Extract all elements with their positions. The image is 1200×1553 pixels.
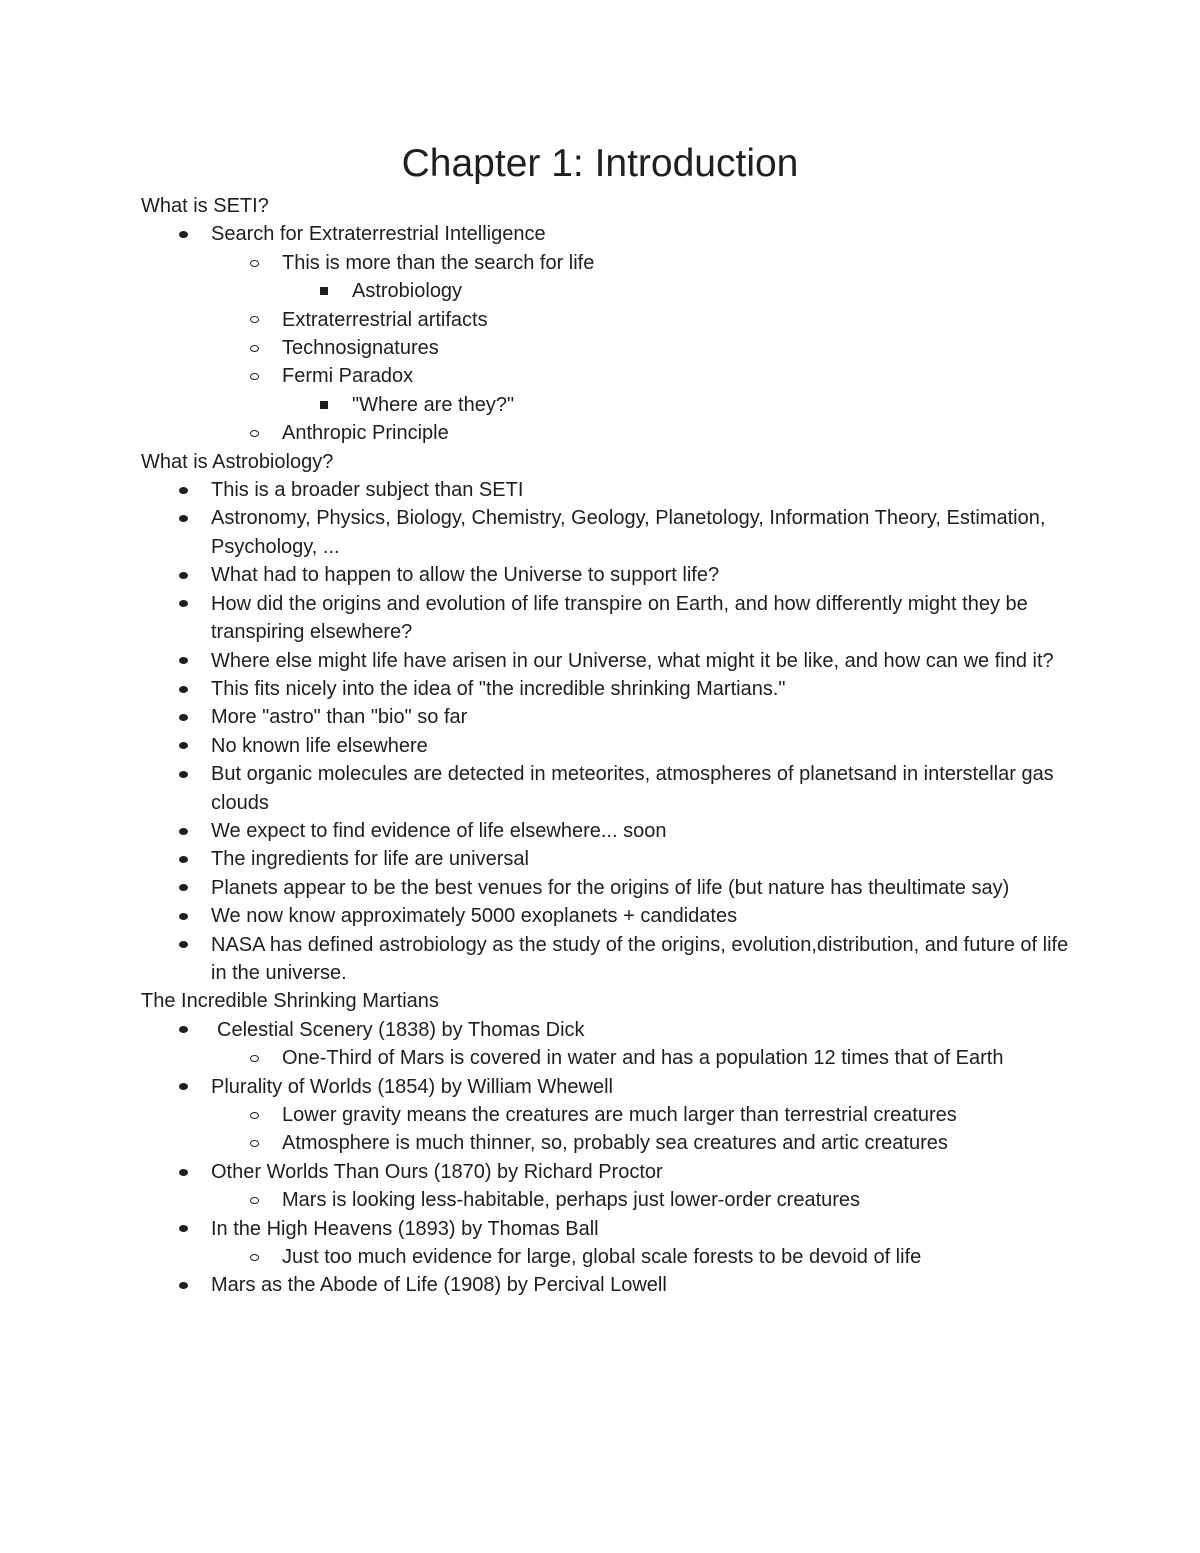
list-item	[141, 277, 1071, 305]
list-item-text: We now know approximately 5000 exoplanets + candidates	[211, 905, 738, 928]
list-item-text: This fits nicely into the idea of "the incredible shrinking Martians."	[211, 677, 786, 700]
bullet-dot-icon	[176, 703, 190, 731]
bullet-dot-icon	[176, 732, 190, 760]
bullet-ring-icon	[247, 334, 261, 362]
bullet-dot-icon	[176, 504, 190, 532]
martians-list	[141, 1271, 1071, 1299]
list-item	[141, 1186, 1071, 1214]
bullet-ring-icon	[247, 1243, 261, 1271]
bullet-dot-icon	[176, 1158, 190, 1186]
bullet-dot-icon	[176, 1215, 190, 1243]
list-item	[141, 476, 1071, 504]
list-item	[141, 647, 1071, 675]
bullet-dot-icon	[176, 220, 190, 248]
list-item	[141, 306, 1071, 334]
list-item-text: But organic molecules are detected in meteorites, atmospheres of planetsand in interstellar gas clouds	[211, 763, 1054, 814]
list-item-text: No known life elsewhere	[211, 734, 428, 757]
list-item	[141, 703, 1071, 731]
bullet-square-icon	[317, 391, 331, 419]
list-item	[141, 845, 1071, 873]
martians-list	[141, 1016, 1071, 1044]
bullet-dot-icon	[176, 476, 190, 504]
list-item	[141, 1243, 1071, 1271]
bullet-ring-icon	[247, 419, 261, 447]
list-item	[141, 249, 1071, 277]
bullet-dot-icon	[176, 647, 190, 675]
bullet-ring-icon	[247, 1129, 261, 1157]
list-item-text: Mars is looking less-habitable, perhaps just lower-order creatures	[282, 1189, 861, 1212]
martians-sublist	[141, 1243, 1071, 1271]
list-item-text: "Where are they?"	[352, 393, 515, 416]
bullet-dot-icon	[176, 675, 190, 703]
list-item-text: Astrobiology	[352, 280, 463, 303]
list-item	[141, 1044, 1071, 1072]
bullet-ring-icon	[247, 1186, 261, 1214]
bullet-ring-icon	[247, 1044, 261, 1072]
martians-sublist	[141, 1044, 1071, 1072]
list-item-text: How did the origins and evolution of life transpire on Earth, and how differently might they be transpiring elsewhere?	[211, 592, 1028, 644]
list-item-text: Search for Extraterrestrial Intelligence	[211, 223, 546, 246]
seti-subsublist	[141, 277, 1071, 305]
section-heading-martians: The Incredible Shrinking Martians	[141, 990, 439, 1013]
bullet-ring-icon	[247, 306, 261, 334]
list-item	[141, 1073, 1071, 1101]
list-item-text: We expect to find evidence of life elsewhere... soon	[211, 819, 667, 842]
list-item-text: Anthropic Principle	[282, 422, 449, 445]
list-item-text: Planets appear to be the best venues for the origins of life (but nature has theultimate say)	[211, 876, 1010, 899]
list-item	[141, 732, 1071, 760]
list-item	[141, 902, 1071, 930]
list-item	[141, 1129, 1071, 1157]
section-heading-seti: What is SETI?	[141, 195, 269, 217]
list-item	[141, 220, 1071, 248]
list-item-text: Where else might life have arisen in our Universe, what might it be like, and how can we find it?	[211, 649, 1054, 672]
list-item	[141, 334, 1071, 362]
bullet-dot-icon	[176, 590, 190, 618]
list-item	[141, 590, 1071, 647]
page-title: Chapter 1: Introduction	[401, 142, 799, 185]
list-item-text: Extraterrestrial artifacts	[282, 308, 488, 331]
list-item-text: NASA has defined astrobiology as the study of the origins, evolution,distribution, and future of life in the universe.	[211, 933, 1069, 984]
bullet-dot-icon	[176, 817, 190, 845]
list-item	[141, 675, 1071, 703]
bullet-dot-icon	[176, 760, 190, 788]
martians-sublist	[141, 1101, 1071, 1158]
section-heading-astrobiology: What is Astrobiology?	[141, 450, 334, 473]
bullet-dot-icon	[176, 1016, 190, 1044]
martians-list	[141, 1215, 1071, 1243]
list-item	[141, 561, 1071, 589]
bullet-dot-icon	[176, 1271, 190, 1299]
list-item	[141, 391, 1071, 419]
list-item-text: In the High Heavens (1893) by Thomas Ball	[211, 1217, 599, 1240]
list-item-text: Celestial Scenery (1838) by Thomas Dick	[217, 1018, 585, 1041]
martians-sublist	[141, 1186, 1071, 1214]
list-item	[141, 1271, 1071, 1299]
martians-list	[141, 1158, 1071, 1186]
list-item-text: Other Worlds Than Ours (1870) by Richard Proctor	[211, 1160, 663, 1183]
list-item-text: This is more than the search for life	[282, 251, 595, 274]
seti-sublist	[141, 419, 1071, 447]
list-item	[141, 874, 1071, 902]
martians-list	[141, 1073, 1071, 1101]
bullet-dot-icon	[176, 931, 190, 959]
list-item-text: Lower gravity means the creatures are much larger than terrestrial creatures	[282, 1104, 957, 1126]
seti-sublist	[141, 249, 1071, 277]
list-item-text: One-Third of Mars is covered in water and has a population 12 times that of Earth	[282, 1047, 1004, 1070]
bullet-square-icon	[317, 277, 331, 305]
astrobiology-list	[141, 476, 1071, 987]
list-item	[141, 931, 1071, 988]
list-item-text: Atmosphere is much thinner, so, probably sea creatures and artic creatures	[282, 1132, 948, 1155]
list-item-text: The ingredients for life are universal	[211, 848, 529, 871]
list-item-text: What had to happen to allow the Universe to support life?	[211, 564, 720, 587]
list-item-text: This is a broader subject than SETI	[211, 479, 524, 502]
seti-subsublist	[141, 391, 1071, 419]
bullet-dot-icon	[176, 561, 190, 589]
list-item	[141, 817, 1071, 845]
bullet-dot-icon	[176, 1073, 190, 1101]
bullet-dot-icon	[176, 874, 190, 902]
list-item	[141, 1158, 1071, 1186]
seti-list	[141, 220, 1071, 248]
list-item-text: Astronomy, Physics, Biology, Chemistry, Geology, Planetology, Information Theory, Estimation, Psychology, ...	[211, 507, 1046, 558]
list-item	[141, 504, 1071, 561]
list-item	[141, 1016, 1071, 1044]
bullet-ring-icon	[247, 1101, 261, 1129]
bullet-ring-icon	[247, 362, 261, 390]
list-item	[141, 362, 1071, 390]
bullet-dot-icon	[176, 845, 190, 873]
list-item-text: More "astro" than "bio" so far	[211, 706, 468, 729]
list-item-text: Just too much evidence for large, global scale forests to be devoid of life	[282, 1246, 922, 1269]
list-item	[141, 760, 1071, 817]
list-item-text: Fermi Paradox	[282, 365, 414, 388]
bullet-ring-icon	[247, 249, 261, 277]
document-body	[141, 192, 1071, 1300]
seti-sublist	[141, 306, 1071, 391]
bullet-dot-icon	[176, 902, 190, 930]
list-item	[141, 419, 1071, 447]
list-item-text: Mars as the Abode of Life (1908) by Percival Lowell	[211, 1274, 667, 1297]
list-item-text: Plurality of Worlds (1854) by William Whewell	[211, 1075, 613, 1098]
list-item-text: Technosignatures	[282, 337, 439, 360]
list-item	[141, 1215, 1071, 1243]
list-item	[141, 1101, 1071, 1129]
